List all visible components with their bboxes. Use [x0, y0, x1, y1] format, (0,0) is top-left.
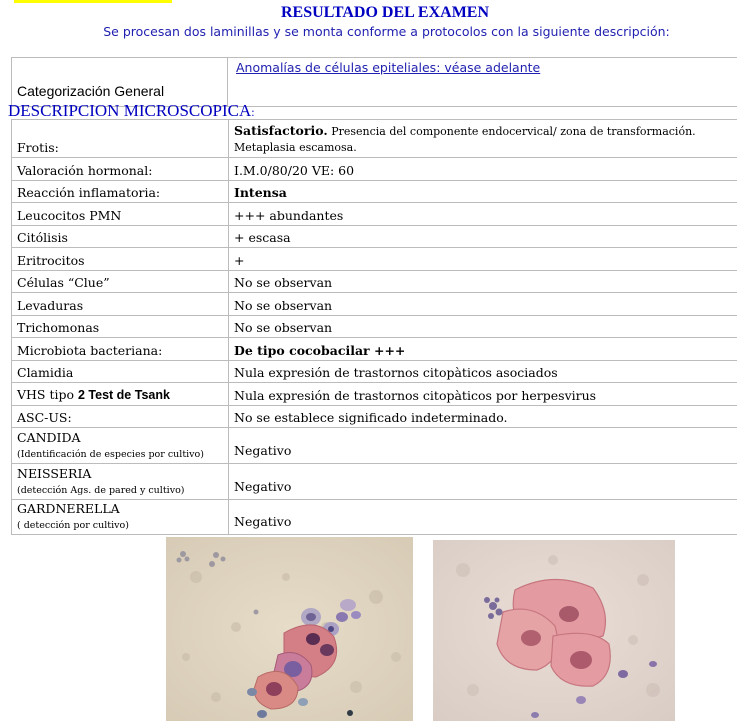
culture-name: GARDNERELLA	[17, 501, 120, 516]
table-row	[12, 383, 737, 406]
row-value: I.M.0/80/20 VE: 60	[229, 158, 737, 181]
culture-name: NEISSERIA	[17, 466, 92, 481]
row-label: Células “Clue”	[12, 270, 229, 293]
row-label: Frotis:	[12, 120, 229, 158]
row-value: Nula expresión de trastornos citopàticos asociados	[229, 360, 737, 383]
row-value: No se observan	[229, 293, 737, 316]
table-row	[12, 315, 737, 338]
table-row	[12, 360, 737, 383]
culture-method: (Identificación de especies por cultivo)	[17, 449, 204, 460]
table-row	[12, 270, 737, 293]
section-title: DESCRIPCION MICROSCOPICA	[8, 101, 252, 120]
section-heading	[8, 101, 255, 121]
row-label: Leucocitos PMN	[12, 203, 229, 226]
micrograph-right	[433, 540, 675, 721]
categorization-table	[11, 57, 737, 107]
row-label: Valoración hormonal:	[12, 158, 229, 181]
row-value: Negativo	[229, 428, 737, 464]
frotis-bold: Satisfactorio.	[234, 123, 328, 138]
row-label: ASC-US:	[12, 405, 229, 428]
row-label	[12, 383, 229, 406]
row-label: Eritrocitos	[12, 248, 229, 271]
report-title: RESULTADO DEL EXAMEN	[280, 4, 490, 21]
row-value: Nula expresión de trastornos citopàticos por herpesvirus	[229, 383, 737, 406]
categorization-label: Categorización General	[12, 58, 228, 107]
table-row	[12, 180, 737, 203]
row-value: Intensa	[229, 180, 737, 203]
row-value: De tipo cocobacilar +++	[229, 338, 737, 361]
culture-name: CANDIDA	[17, 430, 81, 445]
table-row	[12, 428, 737, 464]
micrograph-left	[166, 537, 413, 721]
row-value: +++ abundantes	[229, 203, 737, 226]
highlight-bar	[14, 0, 172, 3]
table-row	[12, 248, 737, 271]
row-label: Reacción inflamatoria:	[12, 180, 229, 203]
row-label: Levaduras	[12, 293, 229, 316]
row-label: Clamidia	[12, 360, 229, 383]
row-label	[12, 464, 229, 500]
micrograph-right-image	[433, 540, 675, 721]
report-subtitle: Se procesan dos laminillas y se monta conforme a protocolos con la siguiente descripción:	[103, 24, 670, 39]
description-table	[11, 119, 737, 535]
table-row	[12, 405, 737, 428]
frotis-line2: Metaplasia escamosa.	[234, 141, 357, 154]
micrograph-left-image	[166, 537, 413, 721]
categorization-link[interactable]: Anomalías de células epiteliales: véase adelante	[228, 58, 737, 107]
row-value: No se observan	[229, 270, 737, 293]
row-value: + escasa	[229, 225, 737, 248]
row-value: No se observan	[229, 315, 737, 338]
row-label: Citólisis	[12, 225, 229, 248]
frotis-rest: Presencia del componente endocervical/ zona de transformación.	[327, 125, 696, 138]
table-row	[12, 464, 737, 500]
row-value: Negativo	[229, 500, 737, 535]
table-row	[12, 120, 737, 158]
table-row	[12, 338, 737, 361]
row-value: No se establece significado indeterminado.	[229, 405, 737, 428]
row-label: Trichomonas	[12, 315, 229, 338]
row-value: Negativo	[229, 464, 737, 500]
row-value: +	[229, 248, 737, 271]
culture-method: ( detección por cultivo)	[17, 520, 129, 531]
row-label	[12, 428, 229, 464]
row-label	[12, 500, 229, 535]
table-row	[12, 500, 737, 535]
table-row	[12, 203, 737, 226]
label-prefix: VHS tipo	[17, 386, 78, 402]
label-bold: 2 Test de Tsank	[78, 387, 170, 402]
table-row	[12, 293, 737, 316]
table-row	[12, 158, 737, 181]
row-label: Microbiota bacteriana:	[12, 338, 229, 361]
section-colon: :	[251, 105, 255, 119]
row-value	[229, 120, 737, 158]
table-row	[12, 225, 737, 248]
culture-method: (detección Ags. de pared y cultivo)	[17, 485, 185, 496]
